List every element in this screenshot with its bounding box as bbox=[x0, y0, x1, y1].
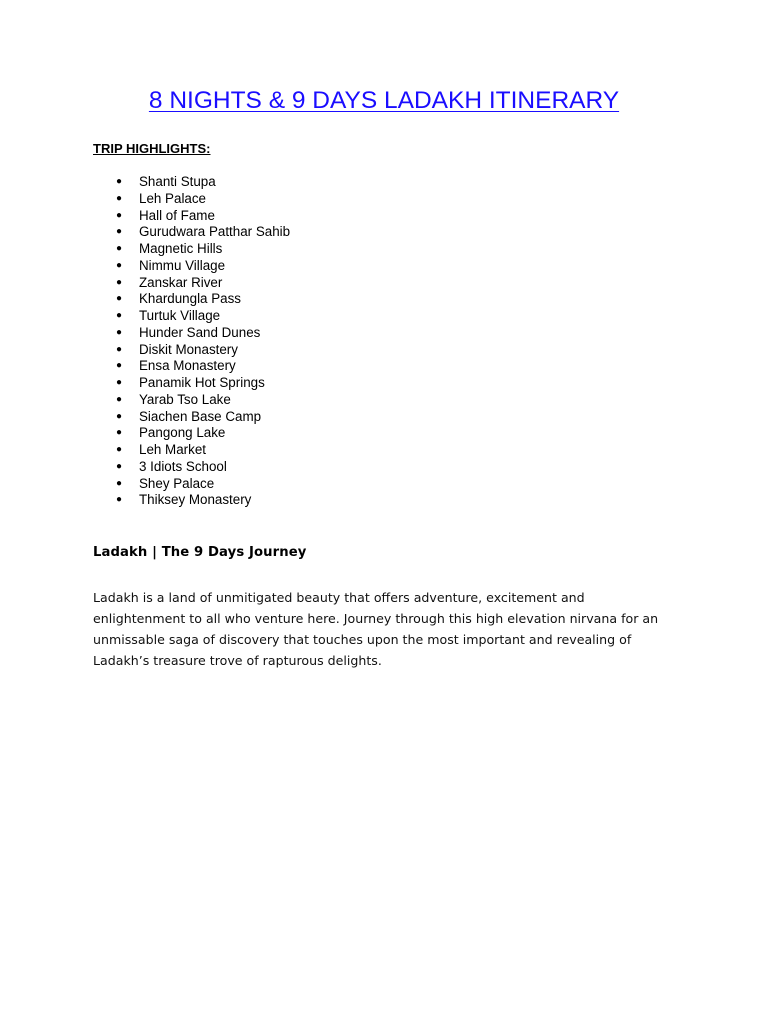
bullet-icon: ● bbox=[116, 477, 123, 489]
highlight-item bbox=[93, 258, 290, 275]
highlight-item bbox=[93, 342, 290, 359]
highlight-label: Siachen Base Camp bbox=[139, 408, 262, 424]
highlight-label: Diskit Monastery bbox=[139, 341, 238, 357]
highlight-item bbox=[93, 492, 290, 509]
highlight-item bbox=[93, 442, 290, 459]
highlight-item bbox=[93, 224, 290, 241]
bullet-icon: ● bbox=[116, 276, 123, 288]
highlight-label: Turtuk Village bbox=[139, 308, 221, 323]
highlight-item bbox=[93, 392, 290, 409]
highlight-item bbox=[93, 191, 290, 208]
bullet-icon: ● bbox=[116, 192, 123, 204]
highlight-label: Shanti Stupa bbox=[139, 174, 216, 189]
highlight-item bbox=[93, 241, 290, 258]
highlight-item bbox=[93, 476, 290, 493]
highlight-label: Nimmu Village bbox=[139, 257, 226, 273]
trip-highlights-heading: TRIP HIGHLIGHTS: bbox=[93, 141, 211, 156]
journey-section-heading: Ladakh | The 9 Days Journey bbox=[93, 545, 307, 560]
bullet-icon: ● bbox=[116, 243, 123, 254]
highlight-item bbox=[93, 174, 290, 191]
highlight-label: Khardungla Pass bbox=[139, 291, 241, 307]
highlight-item bbox=[93, 275, 290, 292]
highlights-list bbox=[93, 174, 290, 509]
bullet-icon: ● bbox=[116, 326, 123, 338]
highlight-label: Thiksey Monastery bbox=[139, 492, 252, 508]
highlight-item bbox=[93, 325, 290, 342]
highlight-item bbox=[93, 375, 290, 392]
highlight-label: Ensa Monastery bbox=[139, 358, 236, 374]
highlight-label: Shey Palace bbox=[139, 475, 215, 491]
highlight-item bbox=[93, 459, 290, 476]
highlight-label: 3 Idiots School bbox=[139, 458, 227, 474]
highlight-label: Yarab Tso Lake bbox=[139, 391, 231, 407]
bullet-icon: ● bbox=[116, 410, 123, 422]
highlight-label: Pangong Lake bbox=[139, 425, 226, 441]
bullet-icon: ● bbox=[116, 377, 123, 388]
highlight-label: Hall of Fame bbox=[139, 207, 215, 223]
bullet-icon: ● bbox=[116, 427, 123, 439]
highlight-item bbox=[93, 409, 290, 426]
highlight-label: Hunder Sand Dunes bbox=[139, 324, 261, 340]
bullet-icon: ● bbox=[116, 460, 123, 472]
highlight-item bbox=[93, 358, 290, 375]
highlight-label: Magnetic Hills bbox=[139, 241, 223, 256]
highlight-item bbox=[93, 425, 290, 442]
highlight-label: Leh Palace bbox=[139, 190, 207, 206]
bullet-icon: ● bbox=[116, 343, 123, 355]
highlight-label: Zanskar River bbox=[139, 274, 223, 290]
highlight-label: Gurudwara Patthar Sahib bbox=[139, 224, 291, 240]
bullet-icon: ● bbox=[116, 209, 123, 221]
journey-description: Ladakh is a land of unmitigated beauty that offers adventure, excitement and enlightenment to all who venture here. Journey through this high elevation nirvana for an unmissable saga of discovery that touches upon the most important and revealing of Ladakh’s treasure trove of rapturous delights. bbox=[93, 590, 659, 668]
bullet-icon: ● bbox=[116, 293, 123, 305]
highlight-label: Leh Market bbox=[139, 442, 206, 457]
document-title-link[interactable]: 8 NIGHTS & 9 DAYS LADAKH ITINERARY bbox=[148, 87, 620, 114]
highlight-item bbox=[93, 291, 290, 308]
bullet-icon: ● bbox=[116, 494, 123, 506]
bullet-icon: ● bbox=[116, 393, 123, 405]
highlight-label: Panamik Hot Springs bbox=[139, 375, 265, 390]
bullet-icon: ● bbox=[116, 226, 123, 238]
bullet-icon: ● bbox=[116, 259, 123, 271]
bullet-icon: ● bbox=[116, 176, 123, 187]
bullet-icon: ● bbox=[116, 444, 123, 455]
highlight-item bbox=[93, 308, 290, 325]
highlight-item bbox=[93, 208, 290, 225]
bullet-icon: ● bbox=[116, 360, 123, 372]
bullet-icon: ● bbox=[116, 310, 123, 321]
